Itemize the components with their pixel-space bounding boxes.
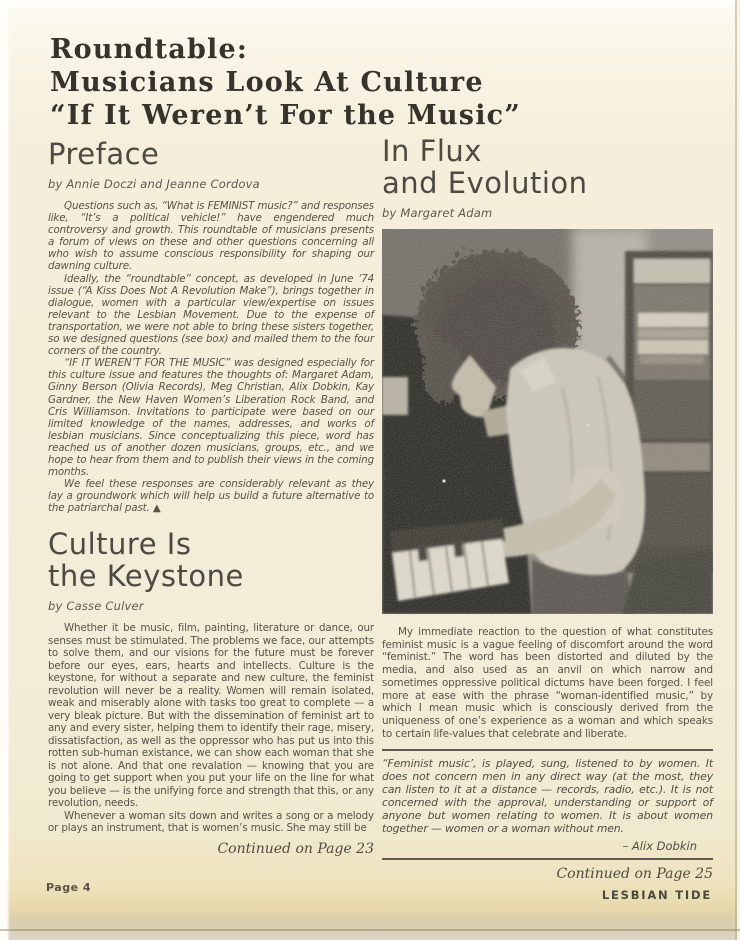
keystone-paragraph: Whenever a woman sits down and writes a song or a melody or plays an instrument, that is women’s music. She may still be — [48, 809, 374, 835]
preface-paragraph: Questions such as, “What is FEMINIST music?” and responses like, “It’s a political vehicle!” have engendered much controversy and growth. This roundtable of musicians presents a forum of views on these and other questions concerning all who wish to assume conscious responsibility for shaping our dawning culture. — [48, 200, 374, 273]
preface-paragraph: We feel these responses are considerably relevant as they lay a groundwork which will help us build a future alternative to the patriarchal past. ▲ — [48, 478, 374, 515]
keystone-title-line-2: the Keystone — [48, 559, 244, 594]
preface-byline: by Annie Doczi and Jeanne Cordova — [48, 177, 260, 191]
influx-body — [382, 626, 713, 740]
photo-woman-at-piano — [382, 229, 713, 614]
scan-edge-left — [0, 0, 10, 940]
keystone-body — [48, 622, 374, 835]
preface-paragraph: Ideally, the “roundtable” concept, as developed in June ’74 issue (“A Kiss Does Not A Revolution Make”), brings together in dialogue, women with a particular view/expertise on issues relevant to the Lesbian Movement. Due to the expense of transportation, we were not able to bring these sisters together, so we designed questions (see box) and mailed them to the four corners of the country. — [48, 272, 374, 358]
right-column — [382, 135, 713, 882]
influx-paragraph: My immediate reaction to the question of what constitutes feminist music is a vague feeling of discomfort around the word “feminist.” The word has been distorted and diluted by the media, and also used as an anvil on which narrow and sometimes oppressive political dictums have been forged. I feel more at ease with the phrase “woman-identified music,” by which I mean music which is consciously derived from the uniqueness of one’s experience as a woman and which speaks to certain life-values that celebrate and liberate. — [382, 626, 713, 740]
headline-line-1: Roundtable: — [50, 34, 249, 65]
preface-title: Preface — [48, 137, 160, 171]
pull-quote-box — [382, 749, 713, 859]
photo-grain-overlay — [382, 229, 713, 614]
keystone-title-line-1: Culture Is — [48, 527, 192, 562]
scan-edge-top — [0, 0, 740, 9]
scan-edge-right — [737, 0, 740, 940]
influx-title-line-2: and Evolution — [382, 166, 588, 200]
article-headline — [50, 33, 690, 132]
keystone-paragraph: Whether it be music, film, painting, literature or dance, our senses must be stimulated. The problems we face, our attempts to solve them, and our visions for the future must be forever before our eyes, ears, hearts and intellects. Culture is the keystone, for without a separate and new culture, the feminist revolution will never be a reality. Women will remain isolated, weak and miserably alone with tasks too great to complete — a very bleak picture. But with the dissemination of feminist art to any and every sister, helping them to identify their rage, misery, dissatisfaction, as well as the oppressor who has put us into this rotten sub-human existance, we can show each woman that she is not alone. And that one revalation — knowing that you are going to get support when you put your life on the line for what you believe — is the unifying force and strength that this, or any revolution, needs. — [48, 622, 374, 810]
headline-line-2: Musicians Look At Culture — [50, 67, 484, 98]
influx-title — [382, 135, 713, 199]
continued-on-page-23: Continued on Page 23 — [217, 840, 374, 857]
influx-title-line-1: In Flux — [382, 134, 482, 168]
preface-body — [48, 200, 374, 514]
influx-byline: by Margaret Adam — [382, 206, 493, 220]
scan-edge-bottom — [0, 929, 740, 931]
pull-quote-attribution: – Alix Dobkin — [622, 838, 697, 853]
keystone-title — [48, 528, 374, 592]
headline-line-3: “If It Weren’t For the Music” — [50, 100, 522, 131]
left-column — [48, 138, 374, 857]
keystone-byline: by Casse Culver — [48, 599, 144, 614]
magazine-name: LESBIAN TIDE — [601, 888, 712, 902]
preface-paragraph: “IF IT WEREN’T FOR THE MUSIC” was designed especially for this culture issue and features the thoughts of: Margaret Adam, Ginny Berson (Olivia Records), Meg Christian, Alix Dobkin, Kay Gardner, the New Haven Women’s Liberation Rock Band, and Cris Williamson. Invitations to participate were based on our limited knowledge of the names, addresses, and works of lesbian musicians. Since conceptualizing this piece, word has reached us of another dozen musicians, groups, etc., and we hope to hear from them and to publish their views in the coming months. — [48, 357, 374, 479]
pull-quote-text: “Feminist music’, is played, sung, listened to by women. It does not concern men in any direct way (at the most, they can listen to it at a distance — records, radio, etc.). It is not concerned with the approval, understanding or support of anyone but women relating to women. It is about women together — women or a woman without men. — [382, 757, 713, 835]
photo-illustration — [382, 229, 713, 614]
continued-on-page-25: Continued on Page 25 — [556, 865, 713, 882]
page-number: Page 4 — [46, 881, 92, 894]
